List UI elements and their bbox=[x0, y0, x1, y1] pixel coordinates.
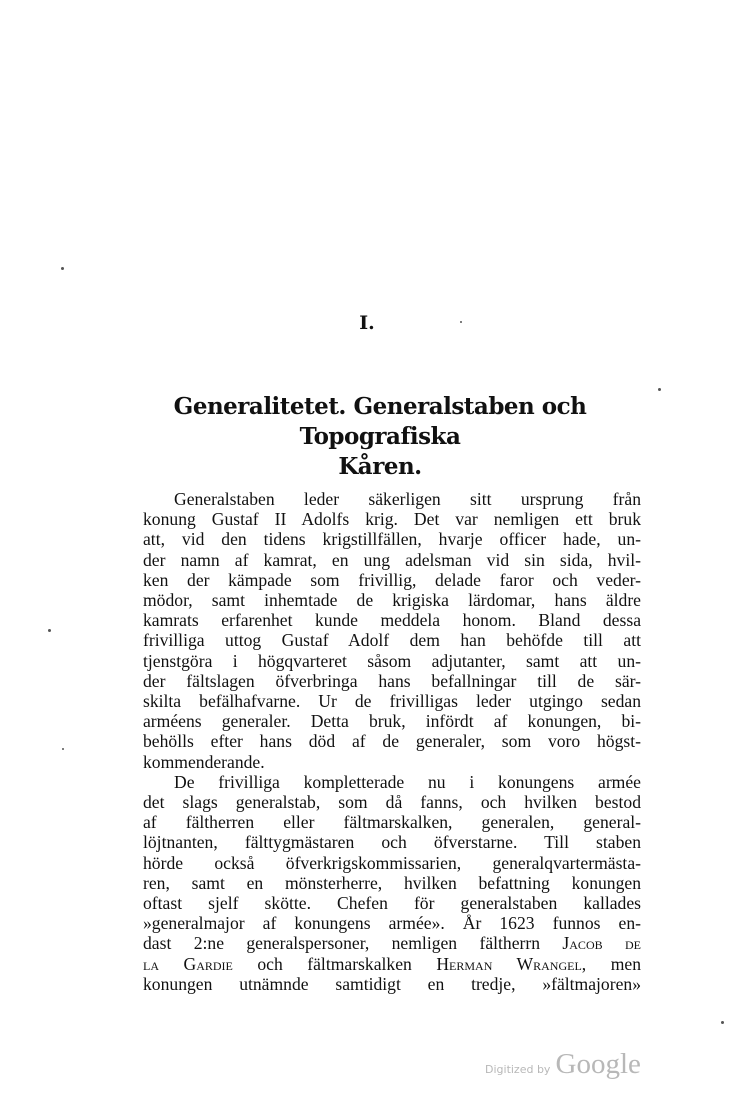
text-line: der fältslagen öfverbringa hans befallningar till de sär- bbox=[143, 670, 641, 691]
text-line: skilta befälhafvarne. Ur de frivilligas leder utgingo sedan bbox=[143, 691, 641, 712]
text-line: konung Gustaf II Adolfs krig. Det var nemligen ett bruk bbox=[143, 509, 641, 530]
text-line: hörde också öfverkrigskommissarien, generalqvartermästa- bbox=[143, 852, 641, 873]
text-line: tjenstgöra i högqvarteret såsom adjutanter, samt att un- bbox=[143, 650, 641, 671]
text-line: att, vid den tidens krigstillfällen, hvarje officer hade, un- bbox=[143, 529, 641, 550]
text-line: det slags generalstab, som då fanns, och hvilken bestod bbox=[143, 792, 641, 813]
text-segment: dast 2:ne generalspersoner, nemligen fältherrn bbox=[143, 933, 541, 954]
chapter-title-line-2: Kåren. bbox=[338, 453, 422, 480]
text-line: frivilliga uttog Gustaf Adolf dem han behöfde till att bbox=[143, 630, 641, 651]
text-segment: men bbox=[610, 953, 641, 974]
scan-speck bbox=[48, 629, 51, 632]
scan-speck bbox=[62, 748, 64, 750]
watermark-prefix: Digitized by bbox=[485, 1063, 551, 1076]
chapter-title bbox=[130, 392, 630, 482]
scan-speck bbox=[460, 321, 462, 323]
text-line: konungen utnämnde samtidigt en tredje, »fältmajoren» bbox=[143, 973, 641, 994]
text-line: ren, samt en mönsterherre, hvilken befattning konungen bbox=[143, 872, 641, 893]
text-line: af fältherren eller fältmarskalken, generalen, general- bbox=[143, 812, 641, 833]
body-text bbox=[143, 489, 641, 994]
google-logo: Google bbox=[555, 1048, 641, 1080]
text-line: der namn af kamrat, en ung adelsman vid sin sida, hvil- bbox=[143, 549, 641, 570]
text-line: löjtnanten, fälttygmästaren och öfverstarne. Till staben bbox=[143, 832, 641, 853]
person-name: la Gardie bbox=[143, 953, 233, 974]
text-line: mödor, samt inhemtade de krigiska lärdomar, hans äldre bbox=[143, 590, 641, 611]
scan-speck bbox=[721, 1021, 724, 1024]
text-line bbox=[143, 954, 641, 974]
text-line: Generalstaben leder säkerligen sitt ursprung från bbox=[174, 489, 641, 509]
text-line: arméens generaler. Detta bruk, infördt af konungen, bi- bbox=[143, 711, 641, 732]
person-name: Herman Wrangel, bbox=[436, 953, 587, 974]
scan-speck bbox=[658, 388, 661, 391]
scan-speck bbox=[61, 267, 64, 270]
text-line bbox=[143, 933, 641, 953]
text-line: De frivilliga kompletterade nu i konungens armée bbox=[174, 771, 641, 792]
text-line: oftast sjelf skötte. Chefen för generalstaben kallades bbox=[143, 893, 641, 914]
chapter-title-line-1: Generalitetet. Generalstaben och Topografiska bbox=[173, 393, 587, 450]
paragraph-2 bbox=[143, 772, 641, 934]
text-line: kommenderande. bbox=[143, 751, 265, 772]
text-line: ken der kämpade som frivillig, delade faror och veder- bbox=[143, 569, 641, 590]
digitized-by-watermark bbox=[485, 1048, 641, 1081]
paragraph-1 bbox=[143, 489, 641, 772]
text-line: behölls efter hans död af de generaler, som voro högst- bbox=[143, 731, 641, 752]
text-line: kamrats erfarenhet kunde meddela honom. Bland dessa bbox=[143, 610, 641, 631]
text-segment: och fältmarskalken bbox=[257, 953, 412, 974]
text-line: »generalmajor af konungens armée». År 1623 funnos en- bbox=[143, 913, 641, 934]
chapter-number: I. bbox=[359, 312, 375, 334]
person-name: Jacob de bbox=[562, 933, 641, 954]
